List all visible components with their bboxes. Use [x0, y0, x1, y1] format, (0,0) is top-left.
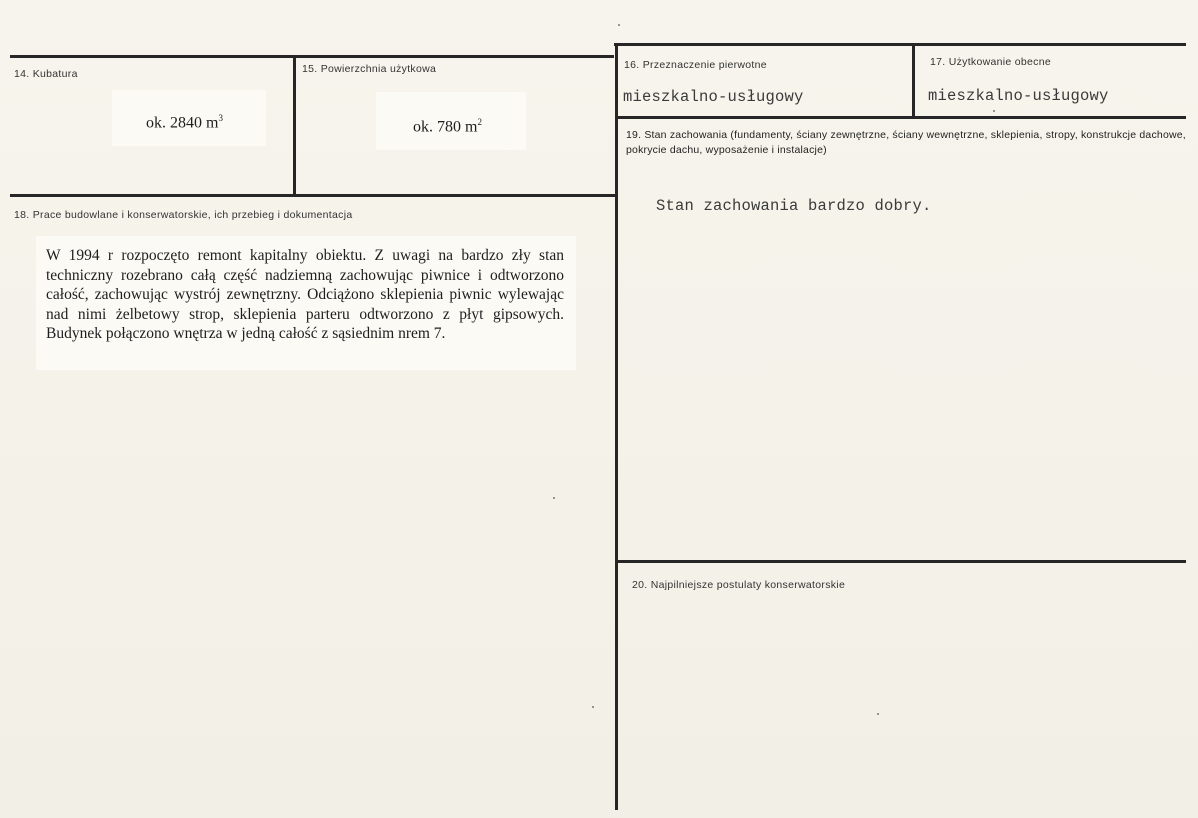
field-18-label: 18. Prace budowlane i konserwatorskie, ich przebieg i dokumentacja — [14, 209, 353, 221]
field-14-exponent: 3 — [218, 113, 223, 123]
divider-19-20 — [616, 560, 1186, 563]
top-border-line — [10, 55, 614, 58]
field-20-label: 20. Najpilniejsze postulaty konserwatorskie — [632, 579, 846, 591]
field-17-value: mieszkalno-usługowy — [928, 87, 1109, 105]
field-15-label: 15. Powierzchnia użytkowa — [302, 63, 437, 75]
field-17-label: 17. Użytkowanie obecne — [930, 56, 1052, 68]
field-16-label: 16. Przeznaczenie pierwotne — [624, 59, 767, 71]
field-14-value — [146, 113, 223, 132]
field-19-label: 19. Stan zachowania (fundamenty, ściany zewnętrzne, ściany wewnętrzne, sklepienia, stropy, konstrukcje dachowe, pokrycie dachu, wyposażenie i instalacje) — [626, 129, 1186, 156]
field-14-label: 14. Kubatura — [14, 68, 78, 80]
field-19-value: Stan zachowania bardzo dobry. — [656, 197, 932, 215]
field-15-number: ok. 780 m — [413, 118, 478, 136]
paper-speck — [993, 110, 995, 112]
field-15-exponent: 2 — [477, 117, 482, 127]
top-border-line-right — [614, 43, 1186, 46]
center-divider — [615, 44, 618, 810]
paper-speck — [592, 706, 594, 708]
paper-speck — [618, 24, 620, 26]
divider-row1-right — [616, 116, 1186, 119]
paper-speck — [877, 713, 879, 715]
field-15-value — [413, 117, 482, 136]
divider-16-17 — [912, 44, 915, 118]
paper-speck — [553, 497, 555, 499]
divider-row1-left — [10, 194, 617, 197]
field-16-value: mieszkalno-usługowy — [623, 88, 804, 106]
field-18-text: W 1994 r rozpoczęto remont kapitalny obiektu. Z uwagi na bardzo zły stan techniczny rozebrano całą część nadziemną zachowując piwnice i odtworzono całość, zachowując wystrój zewnętrzny. Odciążono sklepienia piwnic wylewając nad nimi żelbetowy strop, sklepienia parteru odtworzono z płyt gipsowych. Budynek połączono wnętrza w jedną całość z sąsiednim nrem 7. — [46, 247, 564, 343]
field-14-number: ok. 2840 m — [146, 114, 219, 132]
divider-14-15 — [293, 56, 296, 196]
